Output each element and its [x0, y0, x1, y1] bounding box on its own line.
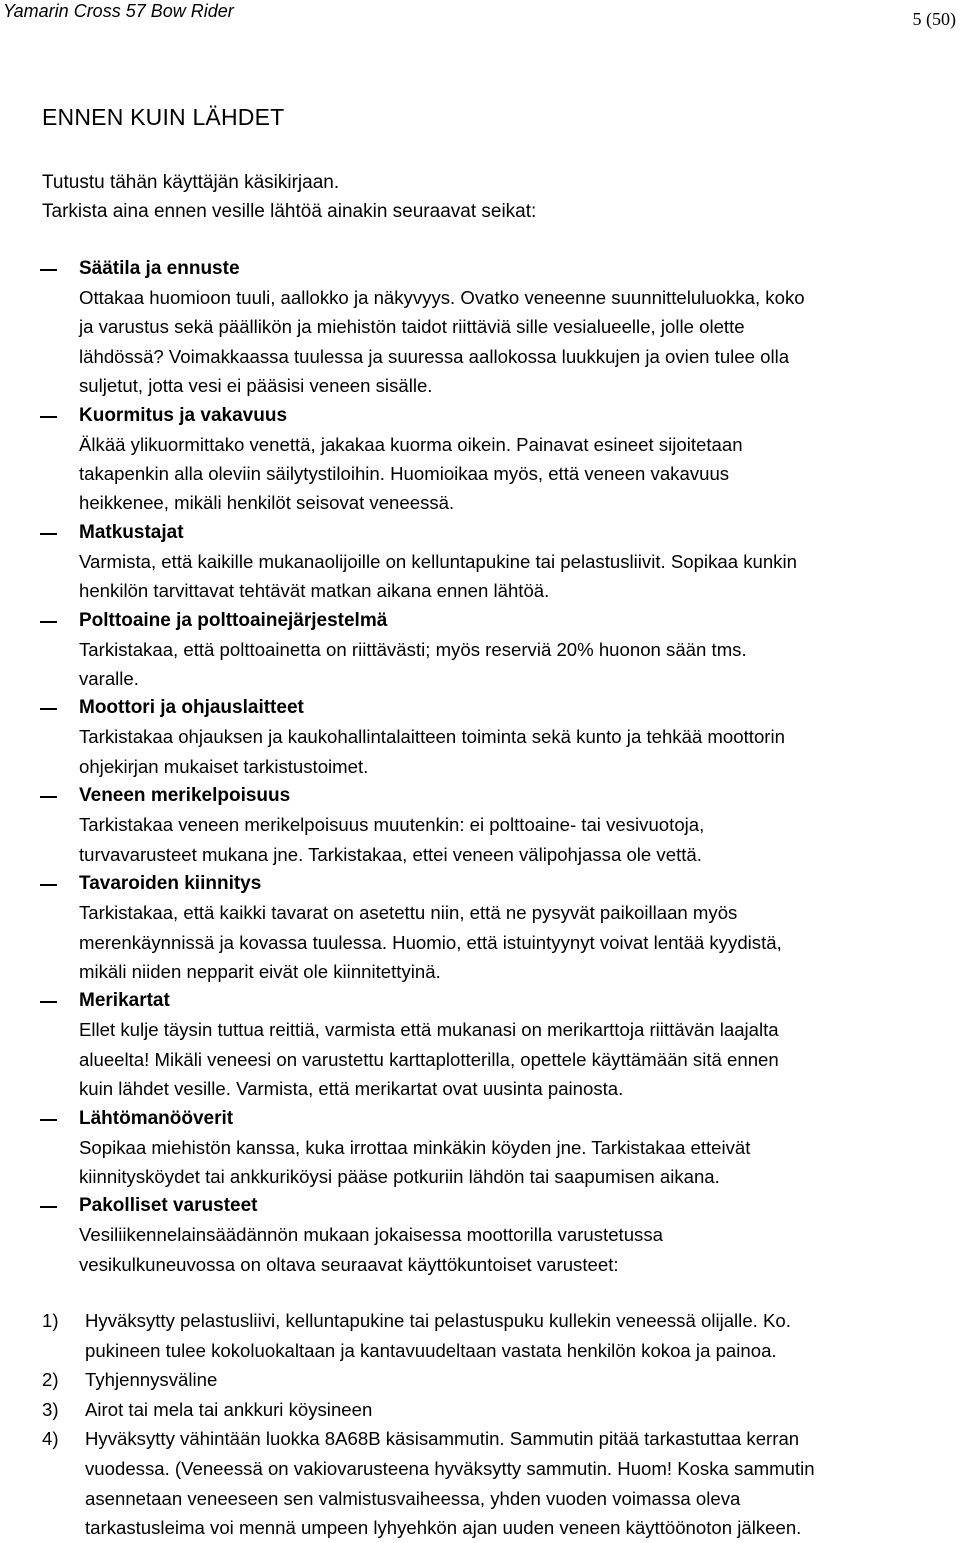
checklist-item-text: alueelta! Mikäli veneesi on varustettu karttaplotterilla, opettele käyttämään sitä ennen: [79, 1048, 779, 1070]
checklist-item-text: Tarkistakaa veneen merikelpoisuus muutenkin: ei polttoaine- tai vesivuotoja,: [79, 814, 705, 836]
checklist-item-text: kiinnitysköydet tai ankkuriköysi pääse potkuriin lähdön tai saapumisen aikana.: [79, 1165, 720, 1187]
numbered-item-text: Tyhjennysväline: [85, 1369, 218, 1391]
checklist-item-text: ja varustus sekä päällikön ja miehistön taidot riittäviä sille vesialueelle, jolle olette: [79, 316, 745, 338]
section-heading: ENNEN KUIN LÄHDET: [42, 104, 285, 130]
numbered-item-label: 3): [42, 1398, 59, 1420]
numbered-item-text: Hyväksytty vähintään luokka 8A68B käsisammutin. Sammutin pitää tarkastuttaa kerran: [85, 1428, 800, 1450]
checklist-item-text: mikäli niiden nepparit eivät ole kiinnitettyinä.: [79, 960, 441, 982]
numbered-item-text: pukineen tulee kokoluokaltaan ja kantavuudeltaan vastata henkilön kokoa ja painoa.: [85, 1339, 777, 1361]
checklist-item-title: Moottori ja ohjauslaitteet: [79, 697, 304, 719]
checklist-item-text: Varmista, että kaikille mukanaolijoille on kelluntapukine tai pelastusliivit. Sopikaa kunkin: [79, 550, 797, 572]
checklist-item-text: Tarkistakaa, että polttoainetta on riittävästi; myös reserviä 20% huonon sään tms.: [79, 638, 747, 660]
intro-text: [42, 168, 536, 226]
checklist-item-text: kuin lähdet vesille. Varmista, että merikartat ovat uusinta painosta.: [79, 1078, 624, 1100]
dash-bullet-icon: [40, 269, 57, 271]
intro-line: Tutustu tähän käyttäjän käsikirjaan.: [42, 172, 340, 193]
checklist-item-title: Lähtömanööverit: [79, 1107, 234, 1129]
checklist-item-text: henkilön tarvittavat tehtävät matkan aikana ennen lähtöä.: [79, 580, 550, 602]
checklist: [0, 254, 960, 1279]
numbered-item-label: 1): [42, 1310, 59, 1331]
intro-line: Tarkista aina ennen vesille lähtöä ainakin seuraavat seikat:: [42, 201, 537, 222]
checklist-item-text: lähdössä? Voimakkaassa tuulessa ja suuressa aallokossa luukkujen ja ovien tulee olla: [79, 345, 790, 367]
numbered-item-text: asennetaan veneeseen sen valmistusvaiheessa, yhden vuoden voimassa oleva: [85, 1487, 741, 1509]
checklist-item-text: Tarkistakaa, että kaikki tavarat on asetettu niin, että ne pysyvät paikoillaan myös: [79, 902, 738, 924]
checklist-item: [0, 1104, 960, 1192]
checklist-item: [0, 869, 960, 986]
checklist-item-text: heikkenee, mikäli henkilöt seisovat veneessä.: [79, 492, 455, 514]
checklist-item: [0, 606, 960, 694]
checklist-item-text: turvavarusteet mukana jne. Tarkistakaa, ettei veneen välipohjassa ole vettä.: [79, 843, 702, 865]
checklist-item-text: Ottakaa huomioon tuuli, aallokko ja näkyvyys. Ovatko veneenne suunnitteluluokka, koko: [79, 287, 805, 308]
dash-bullet-icon: [40, 416, 57, 418]
checklist-item-text: Tarkistakaa ohjauksen ja kaukohallintalaitteen toiminta sekä kunto ja tehkää moottorin: [79, 726, 785, 748]
checklist-item-title: Säätila ja ennuste: [79, 258, 240, 279]
numbered-item: [0, 1365, 960, 1395]
dash-bullet-icon: [40, 621, 57, 623]
checklist-item-text: Vesiliikennelainsäädännön mukaan jokaisessa moottorilla varustetussa: [79, 1224, 663, 1246]
numbered-item-label: 4): [42, 1428, 59, 1450]
dash-bullet-icon: [40, 708, 57, 710]
checklist-item-title: Pakolliset varusteet: [79, 1195, 258, 1217]
checklist-item: [0, 986, 960, 1103]
required-equipment-list: [0, 1306, 960, 1543]
numbered-item-text: vuodessa. (Veneessä on vakiovarusteena hyväksytty sammutin. Huom! Koska sammutin: [85, 1457, 815, 1479]
checklist-item-text: Älkää ylikuormittako venettä, jakakaa kuorma oikein. Painavat esineet sijoitetaan: [79, 433, 743, 455]
dash-bullet-icon: [40, 533, 57, 535]
checklist-item-text: Ellet kulje täysin tuttua reittiä, varmista että mukanasi on merikarttoja riittävän laajalta: [79, 1019, 779, 1041]
checklist-item-title: Veneen merikelpoisuus: [79, 785, 291, 807]
checklist-item: [0, 781, 960, 869]
checklist-item: [0, 401, 960, 518]
document-title: Yamarin Cross 57 Bow Rider: [3, 1, 234, 21]
checklist-item: [0, 518, 960, 606]
numbered-item: [0, 1306, 960, 1365]
numbered-item-text: tarkastusleima voi mennä umpeen lyhyehkön ajan uuden veneen käyttöönoton jälkeen.: [85, 1517, 802, 1539]
page-header: [0, 0, 960, 36]
dash-bullet-icon: [40, 1119, 57, 1121]
checklist-item-title: Matkustajat: [79, 521, 184, 543]
page-number: 5 (50): [912, 9, 956, 29]
numbered-item-label: 2): [42, 1369, 59, 1391]
checklist-item-title: Polttoaine ja polttoainejärjestelmä: [79, 609, 388, 631]
checklist-item-text: takapenkin alla oleviin säilytystiloihin. Huomioikaa myös, että veneen vakavuus: [79, 463, 730, 485]
checklist-item-text: Sopikaa miehistön kanssa, kuka irrottaa minkäkin köyden jne. Tarkistakaa etteivät: [79, 1136, 751, 1158]
dash-bullet-icon: [40, 1206, 57, 1208]
numbered-item: [0, 1395, 960, 1425]
checklist-item-title: Kuormitus ja vakavuus: [79, 404, 288, 426]
dash-bullet-icon: [40, 884, 57, 886]
checklist-item: [0, 254, 960, 401]
dash-bullet-icon: [40, 796, 57, 798]
checklist-item-text: varalle.: [79, 668, 139, 690]
checklist-item-text: ohjekirjan mukaiset tarkistustoimet.: [79, 755, 369, 777]
numbered-item-text: Airot tai mela tai ankkuri köysineen: [85, 1398, 373, 1420]
checklist-item-title: Tavaroiden kiinnitys: [79, 873, 262, 895]
checklist-item-text: vesikulkuneuvossa on oltava seuraavat käyttökuntoiset varusteet:: [79, 1253, 619, 1275]
checklist-item-title: Merikartat: [79, 990, 170, 1012]
checklist-item: [0, 693, 960, 781]
checklist-item-text: merenkäynnissä ja kovassa tuulessa. Huomio, että istuintyynyt voivat lentää kyydistä,: [79, 931, 782, 953]
numbered-item-text: Hyväksytty pelastusliivi, kelluntapukine tai pelastuspuku kullekin veneessä olijalle. Ko.: [85, 1310, 791, 1331]
checklist-item-text: suljetut, jotta vesi ei pääsisi veneen sisälle.: [79, 375, 433, 397]
checklist-item: [0, 1191, 960, 1279]
dash-bullet-icon: [40, 1001, 57, 1003]
numbered-item: [0, 1424, 960, 1542]
